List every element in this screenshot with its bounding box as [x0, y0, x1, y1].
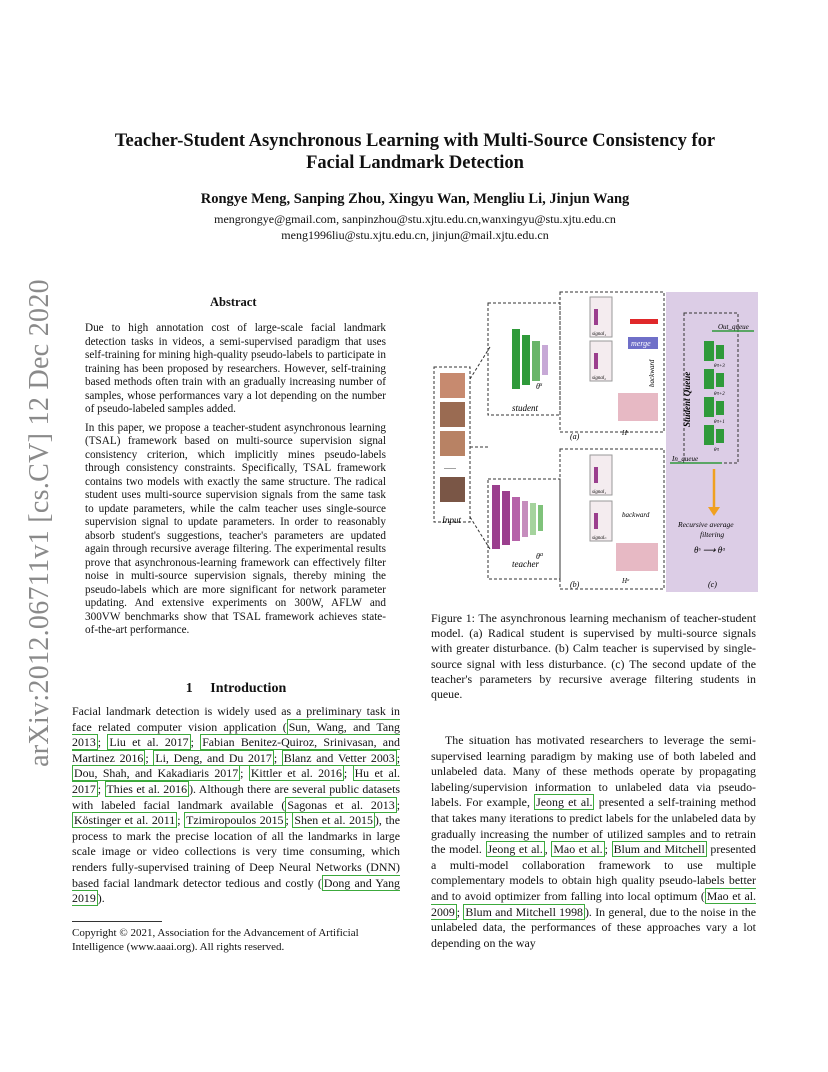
heatmap-stack-a — [618, 393, 658, 421]
abstract-paragraph-1: Due to high annotation cost of large-scale facial landmark detection tasks in videos, a semi-supervised paradigm that uses self-training for mining high-quality pseudo-labels to participate in training has been proposed by researchers. However, self-training based methods often train with an gradually increasing number of samples, whose performances vary a lot depending on the number of pseudo-labeled samples added. — [85, 322, 386, 415]
citation-link[interactable]: Mao et al. 2009 — [431, 888, 756, 919]
section-heading-introduction: 1 Introduction — [185, 681, 287, 696]
input-face-stack — [434, 367, 470, 525]
arxiv-id: arXiv:2012.06711v1 [cs.CV] 12 Dec 2020 — [24, 279, 55, 767]
body-text: ; — [396, 750, 400, 765]
citation-link[interactable]: Dou, Shah, and Kakadiaris 2017 — [74, 766, 239, 781]
panel-a-label: (a) — [570, 432, 580, 441]
abstract-heading: Abstract — [210, 295, 257, 309]
face-thumbnail — [440, 477, 465, 502]
backward-label-b: backward — [622, 511, 650, 519]
intro-paragraph-2 — [431, 733, 756, 951]
body-text: Facial landmark detection is widely used as a preliminary task in face related computer vision application ( — [72, 704, 400, 734]
student-theta: $\theta^s$ — [536, 382, 543, 391]
student-label: student — [512, 403, 538, 413]
face-thumbnail — [440, 402, 465, 427]
copyright-footnote: Copyright © 2021, Association for the Advancement of Artificial Intelligence (www.aaai.org). All rights reserved. — [72, 927, 359, 953]
citation-link[interactable]: Tzimiropoulos 2015 — [186, 813, 284, 828]
teacher-theta: $\theta^a$ — [536, 552, 543, 561]
hs-label: Hˢ — [622, 429, 629, 437]
out-queue-label: Out_queue — [718, 323, 749, 331]
queue-theta-4: θˢt — [714, 448, 719, 453]
body-text: , — [544, 842, 552, 857]
body-text: ; — [145, 750, 154, 765]
body-text: ; — [190, 735, 201, 750]
ha-label: Hᵃ — [622, 577, 630, 585]
body-text: ). — [97, 891, 105, 906]
heatmap-stack-b — [616, 543, 658, 571]
figure-1 — [432, 287, 760, 599]
citation-link[interactable]: Jeong et al. — [536, 795, 593, 810]
body-text: ; — [396, 797, 400, 812]
recursive-label: Recursive average — [678, 520, 734, 529]
student-queue-label: Student Queue — [682, 371, 692, 427]
queue-theta-1: θˢt+3 — [714, 364, 725, 369]
citation-link[interactable]: Fabian Benitez-Quiroz, Srinivasan, and Martinez 2016 — [72, 735, 400, 765]
citation-link[interactable]: Mao et al. — [553, 842, 603, 857]
queue-theta-2: θˢt+2 — [714, 392, 725, 397]
student-network — [512, 329, 548, 389]
citation-link[interactable]: Hu et al. 2017 — [72, 766, 401, 796]
author-emails — [90, 211, 740, 243]
abstract-paragraph-2: In this paper, we propose a teacher-student asynchronous learning (TSAL) framework based on multi-source supervision signal consistency criterion, which implicitly mines pseudo-labels through consistency constraints. Specifically, TSAL framework contains two models with exactly the same structure. The radical student uses multi-source supervision signals from the same task to update parameters, while the calm teacher uses single-source supervision signal to update parameters. In order to reasonably absorb student's suggestions, teacher's parameters are updated again through recursive average filtering. The experimental results prove that asynchronous-learning framework can effectively filter noise in multi-source supervision signals, thereby mining the pseudo-labels which are more significant for network parameter updating. And extensive experiments on 300W, AFLW and 300VW benchmarks show that TSAL framework achieves state-of-the-art performance. — [85, 421, 386, 636]
figure-caption: Figure 1: The asynchronous learning mechanism of teacher-student model. (a) Radical student is supervised by multi-source signals with greater disturbance. (b) Calm teacher is supervised by single-source signal with less disturbance. (c) The second update of the teacher's parameters by recursive average filtering students in queue. — [431, 611, 756, 702]
body-text: ). Although there are several public datasets with labeled facial landmark available ( — [72, 781, 401, 812]
signal-1-b: signal₁ — [592, 490, 606, 495]
intro-right-column — [431, 733, 756, 951]
signal-1-a: signal₁ — [592, 332, 606, 337]
body-text: presented a self-training method that takes many iterations to predict labels for the unlabeled data by gradually increasing the number of utilized samples and to retrain the model. — [431, 795, 756, 857]
email-line-2: meng1996liu@stu.xjtu.edu.cn, jinjun@mail.xjtu.edu.cn — [281, 228, 549, 242]
body-text: ). In general, due to the noise in the unlabeled data, the performances of these approaches vary a lot depending on the way — [431, 904, 756, 950]
body-text: ; — [273, 750, 282, 765]
body-text: The situation has motivated researchers to leverage the semi-supervised learning paradigm by making use of both labeled and unlabeled data. Many of these methods operate by propagating labeling/supervision information to unlabeled data via pseudo-labels. For example, — [431, 733, 756, 810]
teacher-network — [492, 485, 543, 549]
body-text: ; — [456, 904, 464, 919]
body-text: ; — [285, 813, 293, 828]
body-text: ; — [97, 781, 105, 796]
merge-label: merge — [631, 339, 651, 348]
author-list: Rongye Meng, Sanping Zhou, Xingyu Wan, Mengliu Li, Jinjun Wang — [200, 191, 630, 207]
body-text: ; — [604, 842, 612, 857]
arxiv-stamp — [18, 279, 62, 767]
body-text: ; — [97, 735, 108, 750]
signal-2-a: signal₂ — [592, 376, 606, 381]
face-thumbnail — [440, 373, 465, 398]
body-text: ; — [240, 766, 249, 781]
citation-link[interactable]: Liu et al. 2017 — [109, 735, 189, 750]
citation-link[interactable]: Li, Deng, and Du 2017 — [155, 750, 272, 765]
email-line-1: mengrongye@gmail.com, sanpinzhou@stu.xjtu.edu.cn,wanxingyu@stu.xjtu.edu.cn — [214, 212, 616, 226]
in-queue-label: In_queue — [672, 455, 699, 463]
body-text: ), the process to mark the precise location of all the landmarks in large scale image or video collections is very time consuming, which renders fully-supervised training of Deep Neural Networks (DNN) based facial landmark detector tedious and costly ( — [72, 813, 400, 890]
citation-link[interactable]: Thies et al. 2016 — [106, 781, 188, 796]
footnote-rule — [72, 921, 162, 922]
intro-paragraph-1 — [72, 704, 400, 907]
intro-left-column — [72, 704, 400, 907]
panel-c-label: (c) — [708, 580, 717, 589]
face-thumbnail — [440, 431, 465, 456]
queue-theta-3: θˢt+1 — [714, 420, 725, 425]
abstract-body — [85, 322, 386, 643]
citation-link[interactable]: Kittler et al. 2016 — [250, 766, 342, 781]
paper-title: Teacher-Student Asynchronous Learning with Multi-Source Consistency for Facial Landmark Detection — [114, 131, 716, 173]
citation-link[interactable]: Sun, Wang, and Tang 2013 — [72, 719, 400, 750]
filtering-label: filtering — [700, 530, 725, 539]
body-text: ; — [343, 766, 353, 781]
citation-link[interactable]: Blum and Mitchell — [613, 842, 705, 857]
citation-link[interactable]: Blum and Mitchell 1998 — [465, 904, 583, 919]
input-label: Input — [442, 515, 461, 525]
teacher-label: teacher — [512, 559, 539, 569]
backward-label-a: backward — [648, 359, 656, 387]
citation-link[interactable]: Sagonas et al. 2013 — [287, 797, 395, 812]
citation-link[interactable]: Dong and Yang 2019 — [72, 875, 400, 906]
body-text: ; — [177, 813, 185, 828]
citation-link[interactable]: Blanz and Vetter 2003 — [283, 750, 395, 765]
citation-link[interactable]: Shen et al. 2015 — [294, 813, 373, 828]
update-formula: θˢ ⟶ θᵃ — [694, 545, 726, 555]
body-text: presented a multi-model collaboration framework to use multiple complementary models to obtain high quality pseudo-labels better and to avoid optimizer from falling into local optimum ( — [431, 842, 756, 903]
signal-red-bar — [630, 319, 658, 324]
input-dots: ...... — [444, 462, 456, 471]
signal-n-b: signalₙ — [592, 536, 607, 541]
citation-link[interactable]: Jeong et al. — [487, 842, 543, 857]
citation-link[interactable]: Köstinger et al. 2011 — [74, 813, 176, 828]
panel-b-label: (b) — [570, 580, 580, 589]
